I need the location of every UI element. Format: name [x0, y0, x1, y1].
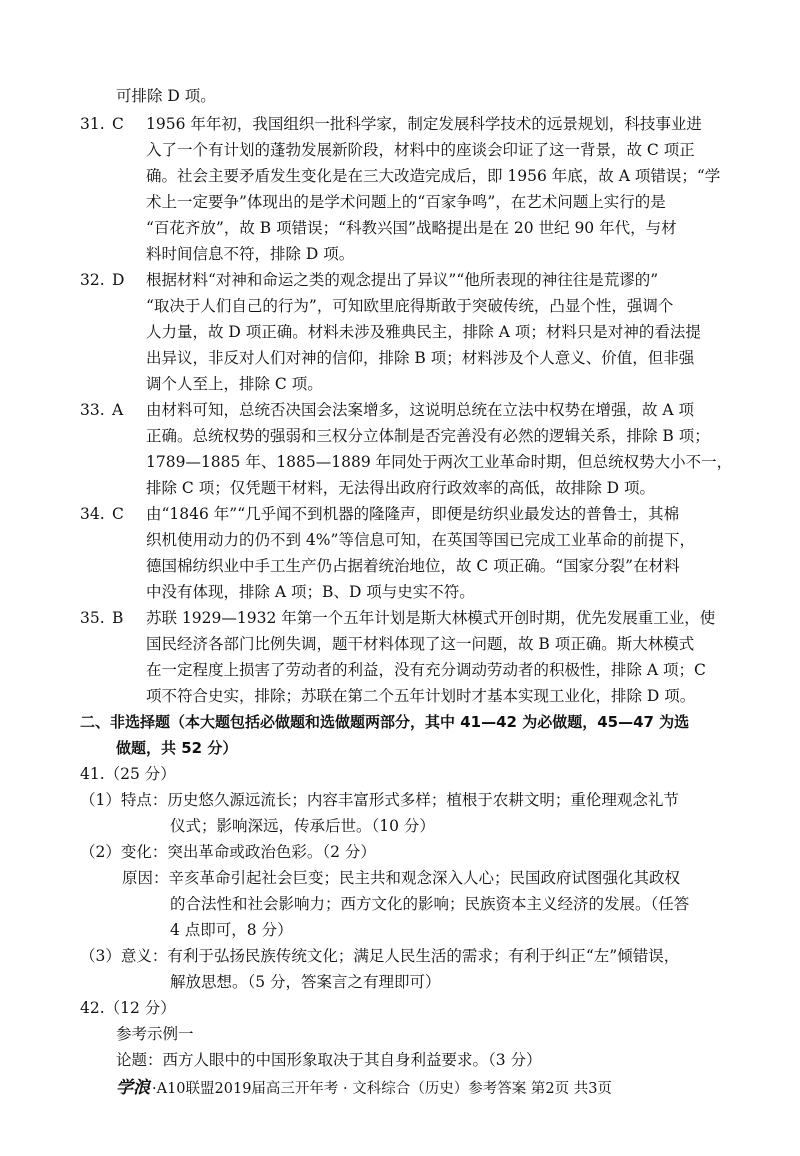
answer-line: 入了一个有计划的蓬勃发展新阶段，材料中的座谈会印证了这一背景，故 C 项正 — [146, 141, 695, 159]
question-number: 31. — [80, 115, 105, 133]
answer-line: 论题：西方人眼中的中国形象取决于其自身利益要求。（3 分） — [116, 1051, 542, 1069]
answer-line: 的合法性和社会影响力；西方文化的影响；民族资本主义经济的发展。（任答 — [170, 895, 690, 913]
question-header: 42.（12 分） — [80, 999, 176, 1017]
answer-line: 在一定程度上损害了劳动者的利益，没有充分调动劳动者的积极性，排除 A 项；C — [146, 661, 706, 679]
answer-line: 术上一定要争”体现出的是学术问题上的“百家争鸣”，在艺术问题上实行的是 — [146, 193, 666, 211]
answer-line: （3）意义：有利于弘扬民族传统文化；满足人民生活的需求；有利于纠正“左”倾错误， — [80, 947, 680, 965]
question-number: 33. — [80, 401, 105, 419]
question-answer: A — [112, 401, 124, 419]
question-number: 35. — [80, 609, 105, 627]
answer-line: 仪式；影响深远，传承后世。（10 分） — [170, 817, 435, 835]
question-answer: D — [112, 271, 125, 289]
answer-line: 1956 年年初，我国组织一批科学家，制定发展科学技术的远景规划，科技事业进 — [146, 115, 702, 133]
question-answer: B — [112, 609, 124, 627]
answer-line: 国民经济各部门比例失调，题干材料体现了这一问题，故 B 项正确。斯大林模式 — [146, 635, 695, 653]
answer-line: 人力量，故 D 项正确。材料未涉及雅典民主，排除 A 项；材料只是对神的看法提 — [146, 323, 701, 341]
answer-line: “百花齐放”，故 B 项错误；“科教兴国”战略提出是在 20 世纪 90 年代，与材 — [146, 219, 677, 237]
answer-line: （1）特点：历史悠久源远流长；内容丰富形式多样；植根于农耕文明；重伦理观念礼节 — [80, 791, 679, 809]
answer-line: 中没有体现，排除 A 项；B、D 项与史实不符。 — [146, 583, 475, 601]
section-heading-cont: 做题，共 52 分） — [116, 739, 238, 757]
footer-text: ·A10联盟2019届高三开年考 · 文科综合（历史）参考答案 第2页 共3页 — [152, 1081, 612, 1097]
brand-logo: 学浪 — [116, 1078, 150, 1098]
answer-line: 排除 C 项；仅凭题干材料，无法得出政府行政效率的高低，故排除 D 项。 — [146, 479, 655, 497]
answer-line: 调个人至上，排除 C 项。 — [146, 375, 323, 393]
answer-line: 正确。总统权势的强弱和三权分立体制是否完善没有必然的逻辑关系，排除 B 项； — [146, 427, 710, 445]
answer-line: 项不符合史实，排除；苏联在第二个五年计划时才基本实现工业化，排除 D 项。 — [146, 687, 696, 705]
answer-line: 根据材料“对神和命运之类的观念提出了异议”“他所表现的神往往是荒谬的” — [146, 271, 659, 289]
answer-line: 织机使用动力的仍不到 4%”等信息可知，在英国等国已完成工业革命的前提下， — [146, 531, 695, 549]
answer-line: 德国棉纺织业中手工生产仍占据着统治地位，故 C 项正确。“国家分裂”在材料 — [146, 557, 680, 575]
answer-line: 4 点即可，8 分） — [170, 921, 293, 939]
section-heading: 二、非选择题（本大题包括必做题和选做题两部分，其中 41—42 为必做题，45—47 为选 — [80, 713, 690, 731]
answer-line: 苏联 1929—1932 年第一个五年计划是斯大林模式开创时期，优先发展重工业，使 — [146, 609, 716, 627]
question-answer: C — [112, 115, 124, 133]
continuation-line: 可排除 D 项。 — [116, 87, 216, 105]
page-footer — [116, 1076, 612, 1101]
answer-line: 解放思想。（5 分，答案言之有理即可） — [170, 973, 441, 991]
question-header: 41.（25 分） — [80, 765, 176, 783]
answer-line: 1789—1885 年、1885—1889 年同处于两次工业革命时期，但总统权势大小不一， — [146, 453, 733, 471]
question-answer: C — [112, 505, 124, 523]
answer-line: 确。社会主要矛盾发生变化是在三大改造完成后，即 1956 年底，故 A 项错误；“学 — [146, 167, 721, 185]
answer-line: （2）变化：突出革命或政治色彩。（2 分） — [80, 843, 376, 861]
answer-line: 由材料可知，总统否决国会法案增多，这说明总统在立法中权势在增强，故 A 项 — [146, 401, 695, 419]
answer-line: 原因：辛亥革命引起社会巨变；民主共和观念深入人心；民国政府试图强化其政权 — [122, 869, 681, 887]
answer-line: “取决于人们自己的行为”，可知欧里庇得斯敢于突破传统，凸显个性，强调个 — [146, 297, 674, 315]
answer-line: 出异议，非反对人们对神的信仰，排除 B 项；材料涉及个人意义、价值，但非强 — [146, 349, 695, 367]
answer-line: 料时间信息不符，排除 D 项。 — [146, 245, 355, 263]
question-number: 32. — [80, 271, 105, 289]
answer-line: 由“1846 年”“几乎闻不到机器的隆隆声，即便是纺织业最发达的普鲁士，其棉 — [146, 505, 680, 523]
answer-line: 参考示例一 — [116, 1025, 194, 1043]
question-number: 34. — [80, 505, 105, 523]
